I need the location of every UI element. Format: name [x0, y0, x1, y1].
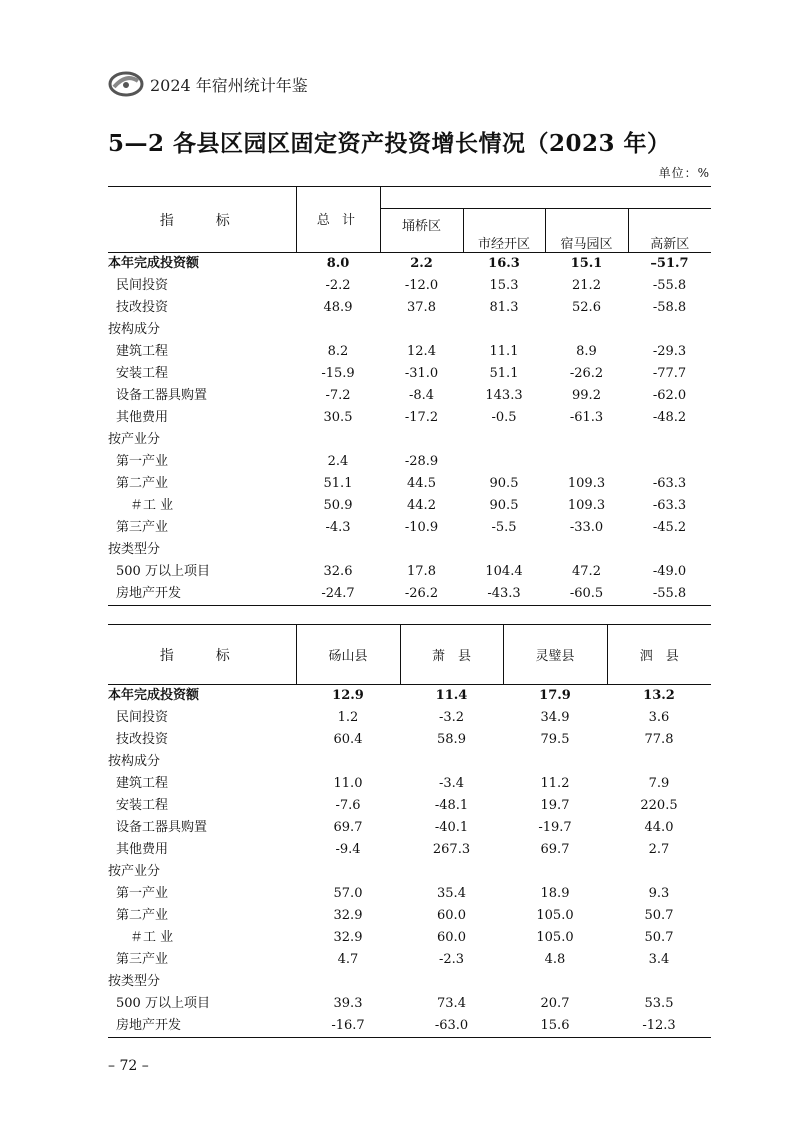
row-label: 设备工器具购置 [116, 388, 208, 403]
cell-value: -5.5 [491, 520, 517, 535]
cell-value [400, 751, 503, 773]
cell-value [463, 319, 545, 341]
row-label: 第二产业 [116, 908, 169, 923]
header-text: 2024 年宿州统计年鉴 [150, 75, 308, 95]
header-spacer [380, 187, 711, 209]
cell-value: -8.4 [408, 388, 435, 403]
cell-value: 15.1 [570, 256, 603, 271]
row-label: 按产业分 [108, 432, 161, 447]
row-label: 按构成分 [108, 754, 161, 769]
cell-value: 19.7 [540, 798, 570, 813]
cell-value: -4.3 [325, 520, 351, 535]
cell-value: 81.3 [489, 300, 519, 315]
cell-value: –51.7 [650, 256, 689, 271]
cell-value: 32.9 [333, 930, 363, 945]
cell-value: -62.0 [652, 388, 687, 403]
cell-value: -19.7 [538, 820, 572, 835]
cell-value: 2.4 [327, 454, 349, 469]
cell-value: 99.2 [572, 388, 601, 403]
cell-value: -43.3 [463, 583, 545, 606]
cell-value: 109.3 [567, 498, 606, 513]
cell-value: -10.9 [404, 520, 439, 535]
cell-value: -12.0 [404, 278, 439, 293]
table-row [108, 341, 711, 363]
cell-value: 51.1 [489, 366, 519, 381]
cell-value: 11.4 [435, 688, 468, 703]
row-label: 民间投资 [116, 278, 169, 293]
cell-value: -49.0 [652, 564, 687, 579]
table-row [108, 751, 711, 773]
cell-value: -17.2 [404, 410, 439, 425]
cell-value: -60.5 [545, 583, 628, 606]
table-row [108, 949, 711, 971]
cell-value [380, 319, 463, 341]
table-row [108, 407, 711, 429]
cell-value: 50.7 [644, 930, 674, 945]
cell-value: -55.8 [628, 583, 711, 606]
cell-value [607, 971, 711, 993]
cell-value [296, 429, 380, 451]
unit-label: 单位：% [658, 166, 710, 180]
cell-value: 9.3 [648, 886, 670, 901]
cell-value: 47.2 [572, 564, 601, 579]
cell-value: 73.4 [437, 996, 466, 1011]
table-row [108, 883, 711, 905]
table-row [108, 839, 711, 861]
cell-value: 53.5 [644, 996, 674, 1011]
cell-value: 39.3 [333, 996, 363, 1011]
table-row [108, 495, 711, 517]
cell-value [463, 451, 545, 473]
cell-value: 4.7 [337, 952, 359, 967]
table-row [108, 773, 711, 795]
row-label: 房地产开发 [108, 1015, 296, 1038]
cell-value: 30.5 [323, 410, 353, 425]
cell-value: 79.5 [540, 732, 570, 747]
row-label: 安装工程 [116, 798, 169, 813]
table-counties [108, 624, 711, 1038]
cell-value: 44.2 [407, 498, 436, 513]
table-row [108, 561, 711, 583]
cell-value: 21.2 [572, 278, 601, 293]
cell-value: -63.0 [400, 1015, 503, 1038]
cell-value: -3.4 [438, 776, 465, 791]
cell-value: 12.9 [332, 688, 364, 703]
cell-value: 8.2 [327, 344, 349, 359]
col-header: 宿马园区 [545, 209, 628, 253]
cell-value [628, 539, 711, 561]
cell-value: -2.3 [438, 952, 465, 967]
cell-value: 267.3 [432, 842, 471, 857]
cell-value: 15.6 [503, 1015, 607, 1038]
cell-value: 77.8 [644, 732, 674, 747]
yearbook-logo-icon [108, 69, 144, 99]
cell-value: -9.4 [335, 842, 361, 857]
cell-value: 18.9 [540, 886, 570, 901]
cell-value: -55.8 [652, 278, 687, 293]
table-row [108, 297, 711, 319]
table-row [108, 707, 711, 729]
row-label: 其他费用 [116, 410, 169, 425]
table-row [108, 539, 711, 561]
table-row [108, 993, 711, 1015]
cell-value: -3.2 [438, 710, 465, 725]
table-row [108, 685, 711, 708]
cell-value [463, 539, 545, 561]
cell-value [400, 971, 503, 993]
cell-value: 143.3 [485, 388, 523, 403]
cell-value: 44.0 [644, 820, 674, 835]
table-row [108, 795, 711, 817]
col-header: 砀山县 [296, 625, 400, 685]
table-row [108, 583, 711, 606]
cell-value: 60.4 [333, 732, 363, 747]
indicator-header: 指 标 [108, 625, 296, 685]
row-label: 建筑工程 [116, 344, 169, 359]
cell-value: 105.0 [536, 930, 574, 945]
table-row [108, 729, 711, 751]
cell-value: 105.0 [536, 908, 574, 923]
cell-value: -26.2 [569, 366, 604, 381]
col-header: 泗 县 [607, 625, 711, 685]
cell-value: -29.3 [652, 344, 687, 359]
cell-value: 57.0 [333, 886, 363, 901]
cell-value: 52.6 [572, 300, 601, 315]
cell-value: 220.5 [640, 798, 678, 813]
cell-value [380, 539, 463, 561]
page-title: 5—2 各县区园区固定资产投资增长情况（2023 年） [108, 130, 671, 157]
table-row [108, 971, 711, 993]
table-row [108, 275, 711, 297]
cell-value: 69.7 [540, 842, 570, 857]
cell-value: -48.1 [434, 798, 469, 813]
cell-value: -12.3 [607, 1015, 711, 1038]
cell-value: 60.0 [437, 930, 466, 945]
cell-value: 2.7 [648, 842, 670, 857]
cell-value: 12.4 [407, 344, 436, 359]
cell-value: 60.0 [437, 908, 466, 923]
row-label: 500 万以上项目 [116, 564, 210, 579]
row-label: 按产业分 [108, 864, 161, 879]
row-label: 房地产开发 [108, 583, 296, 606]
table-row [108, 517, 711, 539]
row-label: 本年完成投资额 [108, 688, 200, 703]
cell-value [503, 751, 607, 773]
cell-value: 11.1 [489, 344, 519, 359]
col-header: 埇桥区 [380, 209, 463, 253]
cell-value: 32.6 [323, 564, 353, 579]
total-header: 总 计 [296, 187, 380, 253]
cell-value: 37.8 [407, 300, 436, 315]
row-label: 设备工器具购置 [116, 820, 208, 835]
cell-value [607, 751, 711, 773]
cell-value [545, 451, 628, 473]
cell-value: 3.6 [648, 710, 670, 725]
cell-value [503, 971, 607, 993]
cell-value: -58.8 [652, 300, 687, 315]
row-label: 按类型分 [108, 974, 161, 989]
cell-value: 109.3 [567, 476, 606, 491]
cell-value [380, 429, 463, 451]
row-label: 民间投资 [116, 710, 169, 725]
cell-value [607, 861, 711, 883]
cell-value: 90.5 [489, 476, 519, 491]
row-label: 500 万以上项目 [116, 996, 210, 1011]
cell-value: 34.9 [540, 710, 570, 725]
cell-value: 7.9 [648, 776, 670, 791]
cell-value: -45.2 [652, 520, 687, 535]
cell-value: -61.3 [569, 410, 604, 425]
cell-value [628, 319, 711, 341]
cell-value: 20.7 [540, 996, 570, 1011]
cell-value: 15.3 [489, 278, 519, 293]
running-header [108, 66, 308, 102]
cell-value: 50.9 [323, 498, 353, 513]
cell-value: 48.9 [323, 300, 353, 315]
table-row [108, 429, 711, 451]
cell-value: 16.3 [488, 256, 520, 271]
cell-value: 11.0 [333, 776, 363, 791]
cell-value: -26.2 [380, 583, 463, 606]
cell-value: 69.7 [333, 820, 363, 835]
cell-value: 8.0 [326, 256, 350, 271]
col-header: 市经开区 [463, 209, 545, 253]
cell-value: 4.8 [544, 952, 566, 967]
cell-value: -7.6 [335, 798, 361, 813]
cell-value: 1.2 [337, 710, 359, 725]
cell-value [503, 861, 607, 883]
cell-value: -7.2 [325, 388, 351, 403]
row-label: 技改投资 [116, 300, 169, 315]
cell-value: 13.2 [643, 688, 675, 703]
row-label: 第一产业 [116, 454, 169, 469]
cell-value [296, 861, 400, 883]
cell-value [628, 451, 711, 473]
cell-value [296, 971, 400, 993]
page-number: – 72 – [108, 1058, 149, 1074]
cell-value: 17.9 [539, 688, 571, 703]
table-row [108, 253, 711, 276]
cell-value [296, 539, 380, 561]
cell-value: -63.3 [652, 498, 687, 513]
row-label: 第二产业 [116, 476, 169, 491]
cell-value: -48.2 [652, 410, 687, 425]
row-label: 建筑工程 [116, 776, 169, 791]
table-row [108, 473, 711, 495]
cell-value: -15.9 [321, 366, 355, 381]
cell-value: 8.9 [576, 344, 597, 359]
cell-value: 17.8 [407, 564, 436, 579]
cell-value: 44.5 [407, 476, 436, 491]
row-label: 按构成分 [108, 322, 161, 337]
cell-value: -28.9 [404, 454, 439, 469]
cell-value: -63.3 [652, 476, 687, 491]
cell-value [463, 429, 545, 451]
cell-value: -31.0 [404, 366, 439, 381]
row-label: ＃工 业 [130, 498, 174, 513]
cell-value: -40.1 [434, 820, 469, 835]
row-label: ＃工 业 [130, 930, 174, 945]
row-label: 技改投资 [116, 732, 169, 747]
cell-value: -2.2 [325, 278, 351, 293]
cell-value [296, 751, 400, 773]
cell-value: 2.2 [410, 256, 433, 271]
col-header: 高新区 [628, 209, 711, 253]
table-row [108, 861, 711, 883]
cell-value: -24.7 [296, 583, 380, 606]
row-label: 安装工程 [116, 366, 169, 381]
cell-value [296, 319, 380, 341]
cell-value [545, 539, 628, 561]
table-districts [108, 186, 711, 606]
cell-value: 90.5 [489, 498, 519, 513]
table-row [108, 385, 711, 407]
cell-value: 50.7 [644, 908, 674, 923]
cell-value [628, 429, 711, 451]
row-label: 其他费用 [116, 842, 169, 857]
table-row [108, 319, 711, 341]
row-label: 第三产业 [116, 520, 169, 535]
cell-value: 11.2 [540, 776, 570, 791]
indicator-header: 指 标 [108, 187, 296, 253]
table-row [108, 817, 711, 839]
cell-value: -16.7 [296, 1015, 400, 1038]
cell-value [545, 429, 628, 451]
col-header: 萧 县 [400, 625, 503, 685]
row-label: 第三产业 [116, 952, 169, 967]
row-label: 第一产业 [116, 886, 169, 901]
col-header: 灵璧县 [503, 625, 607, 685]
row-label: 本年完成投资额 [108, 256, 200, 271]
table-row [108, 927, 711, 949]
row-label: 按类型分 [108, 542, 161, 557]
cell-value: -77.7 [652, 366, 687, 381]
cell-value: 104.4 [485, 564, 523, 579]
table-row [108, 451, 711, 473]
cell-value: -0.5 [491, 410, 517, 425]
table-row [108, 363, 711, 385]
cell-value: -33.0 [569, 520, 604, 535]
cell-value [400, 861, 503, 883]
cell-value: 35.4 [437, 886, 466, 901]
cell-value: 51.1 [323, 476, 353, 491]
cell-value [545, 319, 628, 341]
cell-value: 32.9 [333, 908, 363, 923]
cell-value: 3.4 [648, 952, 670, 967]
table-row [108, 1015, 711, 1038]
table-row [108, 905, 711, 927]
cell-value: 58.9 [437, 732, 466, 747]
